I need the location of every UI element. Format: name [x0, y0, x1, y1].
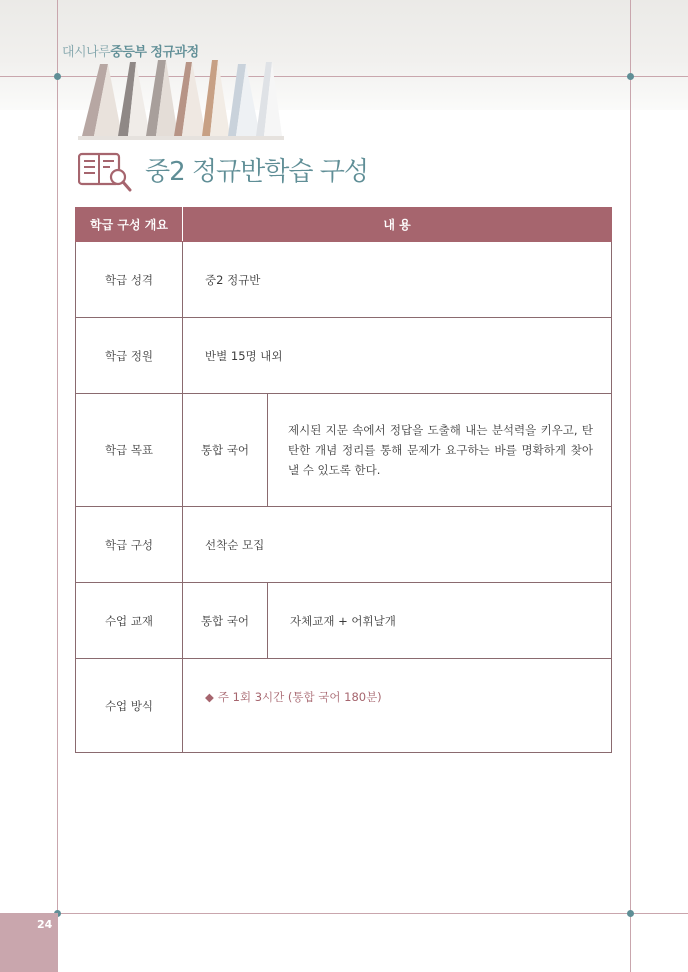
frame-line-left [57, 0, 58, 972]
row-value: 자체교재 + 어휘날개 [268, 583, 612, 659]
row-value: 중2 정규반 [183, 242, 612, 318]
frame-line-bottom [0, 913, 688, 914]
row-label: 학급 성격 [76, 242, 183, 318]
row-description: 제시된 지문 속에서 정답을 도출해 내는 분석력을 키우고, 탄탄한 개념 정리를 통해 문제가 요구하는 바를 명확하게 찾아낼 수 있도록 한다. [268, 394, 612, 507]
table-row [76, 659, 612, 753]
row-label: 수업 교재 [76, 583, 183, 659]
column-header-overview: 학급 구성 개요 [76, 208, 183, 242]
table-row [76, 507, 612, 583]
method-text: 주 1회 3시간 (통합 국어 180분) [217, 690, 382, 704]
row-value: 선착순 모집 [183, 507, 612, 583]
row-label: 학급 정원 [76, 318, 183, 394]
page-title: 중2 정규반학습 구성 [145, 157, 368, 187]
row-label: 수업 방식 [76, 659, 183, 753]
row-value: 반별 15명 내외 [183, 318, 612, 394]
table-row [76, 583, 612, 659]
brand-course: 중등부 정규과정 [110, 45, 199, 60]
book-magnifier-icon [78, 150, 132, 192]
corner-dot [627, 910, 634, 917]
page-number: 24 [37, 918, 53, 931]
corner-dot [627, 73, 634, 80]
books-image [78, 56, 284, 140]
corner-dot [54, 73, 61, 80]
row-subject: 통합 국어 [183, 394, 268, 507]
table-header-row [76, 208, 612, 242]
row-value [183, 659, 612, 753]
column-header-content: 내 용 [183, 208, 612, 242]
table-row [76, 242, 612, 318]
frame-line-right [630, 0, 631, 972]
diamond-bullet-icon: ◆ [205, 690, 214, 704]
row-subject: 통합 국어 [183, 583, 268, 659]
class-structure-table [75, 207, 612, 753]
row-label: 학급 목표 [76, 394, 183, 507]
row-label: 학급 구성 [76, 507, 183, 583]
table-row [76, 318, 612, 394]
brand-name: 대시나루 [62, 45, 111, 60]
table-row [76, 394, 612, 507]
